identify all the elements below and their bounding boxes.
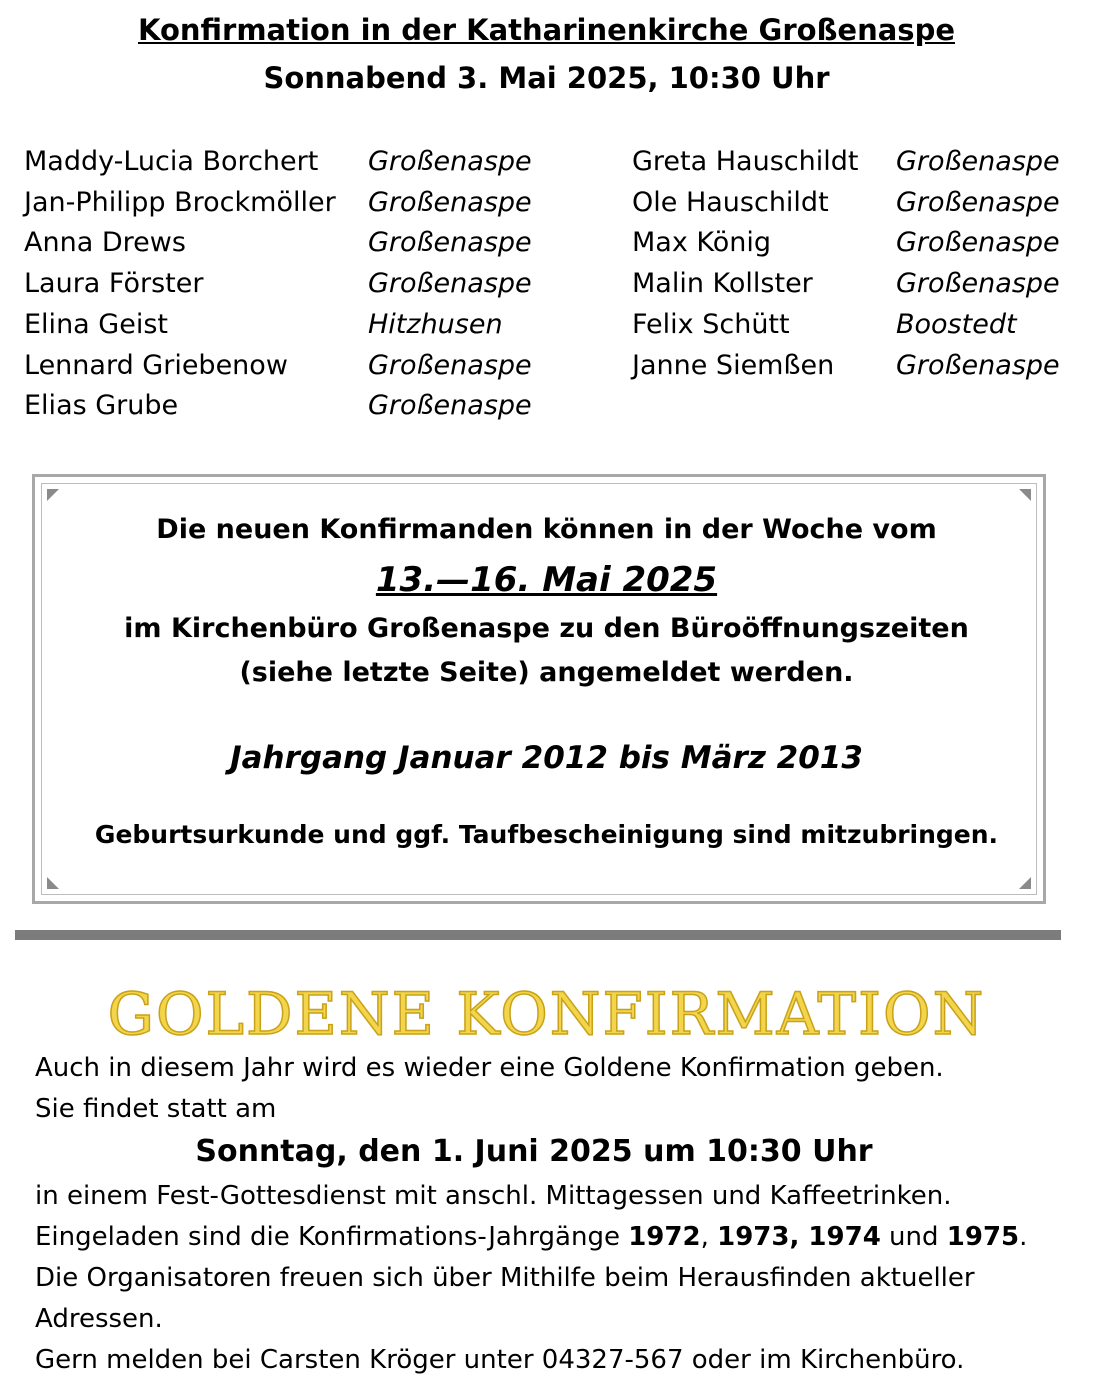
paragraph-line (35, 1217, 1027, 1258)
list-item (632, 223, 1060, 264)
contact-line: Gern melden bei Carsten Kröger unter 04327-567 oder im Kirchenbüro. (35, 1345, 965, 1375)
page-title: Konfirmation in der Katharinenkirche Großenaspe (138, 13, 955, 47)
golden-heading: GOLDENE KONFIRMATION (107, 980, 986, 1048)
paragraph-line: Adressen. (35, 1304, 163, 1334)
confirmand-place: Großenaspe (896, 349, 1060, 381)
confirmand-name: Janne Siemßen (632, 349, 835, 381)
confirmand-name: Greta Hauschildt (632, 146, 859, 177)
confirmand-place: Großenaspe (368, 349, 532, 381)
notice-line: im Kirchenbüro Großenaspe zu den Büroöffnungszeiten (124, 613, 969, 644)
confirmand-place: Großenaspe (896, 146, 1060, 177)
confirmand-place: Großenaspe (896, 227, 1060, 259)
year: 1972 (628, 1222, 701, 1252)
list-item (24, 142, 532, 183)
paragraph-line: Auch in diesem Jahr wird es wieder eine Goldene Konfirmation geben. (35, 1053, 944, 1083)
year: 1973, 1974 (717, 1222, 881, 1252)
confirmand-place: Großenaspe (896, 268, 1060, 300)
confirmands-list-right (632, 142, 1060, 386)
paragraph-line: Sie findet statt am (35, 1094, 277, 1124)
confirmand-name: Anna Drews (24, 227, 186, 259)
confirmand-name: Max König (632, 227, 772, 259)
notice-line: (siehe letzte Seite) angemeldet werden. (239, 657, 854, 688)
years-intro: Eingeladen sind die Konfirmations-Jahrgänge (35, 1222, 629, 1252)
confirmand-name: Lennard Griebenow (24, 349, 288, 381)
list-item (24, 223, 532, 264)
corner-ornament-icon (1019, 489, 1031, 501)
list-item (632, 305, 1060, 346)
confirmand-name: Jan-Philipp Brockmöller (24, 186, 336, 218)
confirmand-place: Großenaspe (896, 186, 1060, 218)
list-item (24, 386, 532, 427)
list-item (24, 305, 532, 346)
confirmand-place: Boostedt (896, 308, 1017, 340)
confirmand-name: Malin Kollster (632, 268, 813, 300)
event-date: Sonnabend 3. Mai 2025, 10:30 Uhr (263, 61, 830, 95)
confirmand-name: Laura Förster (24, 268, 204, 300)
list-item (24, 264, 532, 305)
corner-ornament-icon (1019, 877, 1031, 889)
confirmand-name: Elias Grube (24, 390, 179, 422)
documents-line: Geburtsurkunde und ggf. Taufbescheinigung sind mitzubringen. (94, 820, 999, 849)
paragraph-line: Die Organisatoren freuen sich über Mithilfe beim Herausfinden aktueller (35, 1263, 975, 1293)
list-item (632, 142, 1060, 183)
confirmand-place: Großenaspe (368, 227, 532, 259)
confirmands-list-left (24, 142, 532, 427)
golden-date: Sonntag, den 1. Juni 2025 um 10:30 Uhr (195, 1134, 873, 1169)
section-divider (15, 930, 1061, 940)
notice-line: Die neuen Konfirmanden können in der Woche vom (156, 514, 937, 545)
confirmand-name: Elina Geist (24, 308, 168, 340)
confirmand-name: Felix Schütt (632, 308, 790, 340)
list-item (24, 183, 532, 224)
confirmand-place: Großenaspe (368, 146, 532, 177)
corner-ornament-icon (47, 877, 59, 889)
confirmand-place: Großenaspe (368, 186, 532, 218)
list-item (632, 183, 1060, 224)
list-item (632, 264, 1060, 305)
confirmand-place: Großenaspe (368, 268, 532, 300)
list-item (632, 346, 1060, 387)
separator: , (700, 1222, 718, 1252)
registration-dates: 13.—16. Mai 2025 (375, 560, 718, 600)
paragraph-line: in einem Fest-Gottesdienst mit anschl. Mittagessen und Kaffeetrinken. (35, 1181, 952, 1211)
cohort-line: Jahrgang Januar 2012 bis März 2013 (230, 740, 863, 776)
period: . (1019, 1222, 1028, 1252)
conjunction: und (880, 1222, 947, 1252)
confirmand-name: Ole Hauschildt (632, 186, 829, 218)
confirmand-place: Hitzhusen (368, 308, 503, 340)
year: 1975 (946, 1222, 1020, 1252)
list-item (24, 346, 532, 387)
confirmand-place: Großenaspe (368, 390, 532, 422)
confirmand-name: Maddy-Lucia Borchert (24, 146, 319, 177)
corner-ornament-icon (47, 489, 59, 501)
